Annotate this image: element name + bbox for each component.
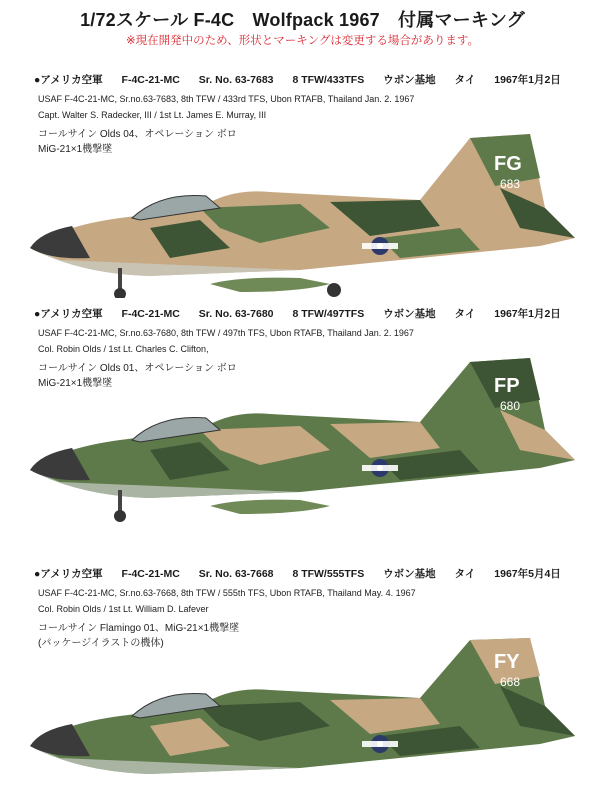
section-header (34, 566, 577, 581)
crew-line: Col. Robin Olds / 1st Lt. William D. Lafever (38, 604, 209, 614)
header-nation: タイ (454, 74, 476, 86)
marking-section-1 (0, 72, 605, 268)
header-unit: 8 TFW/555TFS (292, 568, 365, 580)
f4c-profile-illustration (0, 350, 605, 540)
callsign-line: コールサイン Flamingo 01、MiG-21×1機撃墜 (38, 623, 240, 634)
header-nation: タイ (454, 308, 476, 320)
detail-line: USAF F-4C-21-MC, Sr.no.63-7680, 8th TFW / 497th TFS, Ubon RTAFB, Thailand Jan. 2. 1967 (38, 328, 414, 338)
f4c-profile-illustration (0, 636, 605, 806)
section-header (34, 72, 577, 87)
tail-serial: 683 (500, 177, 521, 191)
header-serial: Sr. No. 63-7680 (198, 308, 274, 320)
page-title: 1/72スケール F-4C Wolfpack 1967 付属マーキング (80, 10, 525, 30)
header-model: F-4C-21-MC (121, 74, 180, 86)
header-model: F-4C-21-MC (121, 308, 180, 320)
header-country: ●アメリカ空軍 (34, 568, 103, 580)
f4c-profile-illustration (0, 108, 605, 298)
header-model: F-4C-21-MC (121, 568, 180, 580)
header-serial: Sr. No. 63-7683 (198, 74, 274, 86)
tail-serial: 668 (500, 675, 521, 689)
marking-section-3 (0, 566, 605, 806)
header-country: ●アメリカ空軍 (34, 308, 103, 320)
header-base: ウボン基地 (383, 308, 436, 320)
development-notice: ※現在開発中のため、形状とマーキングは変更する場合があります。 (126, 35, 479, 47)
callsign-line: コールサイン Olds 01、オペレーション ボロ (38, 363, 237, 374)
marking-section-2 (0, 306, 605, 506)
crew-line: Col. Robin Olds / 1st Lt. Charles C. Clifton, (38, 344, 209, 354)
tail-code: FY (494, 651, 520, 673)
tail-code: FP (494, 375, 520, 397)
header-date: 1967年1月2日 (494, 74, 561, 86)
header-serial: Sr. No. 63-7668 (198, 568, 274, 580)
header-date: 1967年1月2日 (494, 308, 561, 320)
crew-line: Capt. Walter S. Radecker, III / 1st Lt. James E. Murray, III (38, 110, 267, 120)
kill-line: MiG-21×1機撃墜 (38, 378, 113, 389)
header-unit: 8 TFW/433TFS (292, 74, 365, 86)
detail-line: USAF F-4C-21-MC, Sr.no.63-7683, 8th TFW / 433rd TFS, Ubon RTAFB, Thailand Jan. 2. 1967 (38, 94, 415, 104)
detail-line: USAF F-4C-21-MC, Sr.no.63-7668, 8th TFW / 555th TFS, Ubon RTAFB, Thailand May. 4. 1967 (38, 588, 416, 598)
header-base: ウボン基地 (383, 568, 436, 580)
header-date: 1967年5月4日 (494, 568, 561, 580)
callsign-line: コールサイン Olds 04、オペレーション ボロ (38, 129, 237, 140)
header-base: ウボン基地 (383, 74, 436, 86)
header-nation: タイ (454, 568, 476, 580)
header-unit: 8 TFW/497TFS (292, 308, 365, 320)
kill-line: MiG-21×1機撃墜 (38, 144, 113, 155)
package-note-line: (パッケージイラストの機体) (38, 638, 164, 649)
header-country: ●アメリカ空軍 (34, 74, 103, 86)
section-header (34, 306, 577, 321)
tail-code: FG (494, 153, 522, 175)
tail-serial: 680 (500, 399, 521, 413)
